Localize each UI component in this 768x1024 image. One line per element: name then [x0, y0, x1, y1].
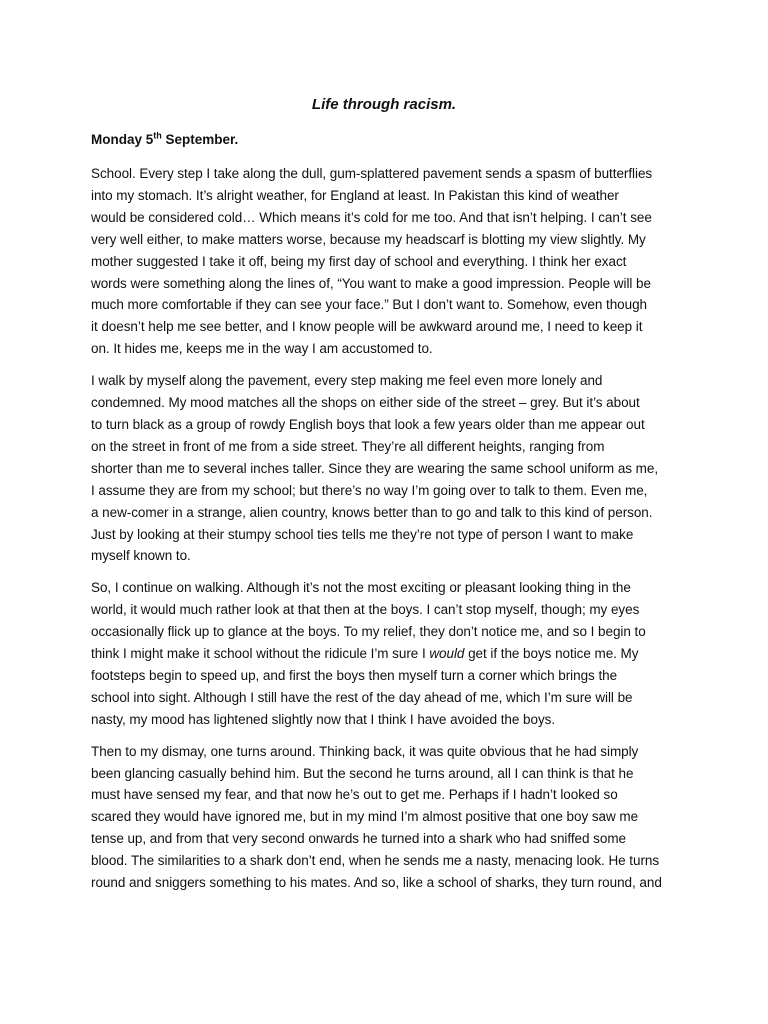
paragraph-line: much more comfortable if they can see your face.” But I don’t want to. Somehow, even though [91, 297, 648, 313]
paragraph-line: a new-comer in a strange, alien country, knows better than to go and talk to this kind of person. [91, 504, 653, 520]
document-title: Life through racism. [311, 96, 457, 113]
paragraph-line: it doesn’t help me see better, and I know people will be awkward around me, I need to keep it [91, 319, 643, 335]
paragraph-line: school into sight. Although I still have the rest of the day ahead of me, which I’m sure will be [91, 689, 633, 705]
paragraph-line: Just by looking at their stumpy school ties tells me they’re not type of person I want to make [91, 526, 634, 542]
paragraph [91, 741, 685, 894]
paragraph-line: I assume they are from my school; but there’s no way I’m going over to talk to them. Even me, [91, 482, 648, 498]
document-body [91, 129, 685, 904]
paragraph-line: been glancing casually behind him. But the second he turns around, all I can think is that he [91, 765, 634, 781]
entry-date-superscript: th [153, 130, 162, 141]
paragraph-line: world, it would much rather look at that then at the boys. I can’t stop myself, though; my eyes [91, 602, 640, 618]
line-text-after: get if the boys notice me. My [464, 646, 639, 662]
paragraph-line: to turn black as a group of rowdy English boys that look a few years older than me appear out [91, 416, 645, 432]
paragraph-line: very well either, to make matters worse, because my headscarf is blotting my view slightly. My [91, 231, 646, 247]
paragraph-line: shorter than me to several inches taller. Since they are wearing the same school uniform as me, [91, 460, 659, 476]
paragraph-line: occasionally flick up to glance at the boys. To my relief, they don’t notice me, and so I begin to [91, 624, 646, 640]
paragraph-line: would be considered cold… Which means it’s cold for me too. And that isn’t helping. I can’t see [91, 209, 652, 225]
paragraph-line: Then to my dismay, one turns around. Thinking back, it was quite obvious that he had simply [91, 743, 639, 759]
emphasized-word: would [429, 646, 465, 662]
paragraph-line: nasty, my mood has lightened slightly now that I think I have avoided the boys. [91, 711, 556, 727]
paragraph-line: into my stomach. It’s alright weather, for England at least. In Pakistan this kind of weather [91, 187, 619, 203]
paragraph-line: footsteps begin to speed up, and first the boys then myself turn a corner which brings the [91, 667, 618, 683]
paragraph-line: So, I continue on walking. Although it’s not the most exciting or pleasant looking thing in the [91, 580, 631, 596]
paragraph [91, 370, 685, 567]
paragraph-line: School. Every step I take along the dull, gum-splattered pavement sends a spasm of butterflies [91, 166, 653, 181]
paragraph-list [91, 163, 685, 894]
paragraph-line: words were something along the lines of, “You want to make a good impression. People will be [91, 275, 651, 291]
paragraph [91, 577, 685, 730]
entry-date-prefix: Monday 5 [91, 132, 154, 147]
entry-date [91, 129, 685, 151]
paragraph-line: blood. The similarities to a shark don’t end, when he sends me a nasty, menacing look. He turns [91, 853, 660, 869]
paragraph-line: myself known to. [91, 548, 191, 564]
paragraph-line: tense up, and from that very second onwards he turned into a shark who had sniffed some [91, 831, 626, 847]
paragraph-line: must have sensed my fear, and that now he’s out to get me. Perhaps if I hadn’t looked so [91, 787, 618, 803]
paragraph [91, 163, 685, 360]
paragraph-line: I walk by myself along the pavement, every step making me feel even more lonely and [91, 373, 603, 389]
paragraph-line: on. It hides me, keeps me in the way I am accustomed to. [91, 341, 433, 357]
entry-date-suffix: September. [161, 132, 239, 147]
paragraph-line: scared they would have ignored me, but in my mind I’m almost positive that one boy saw me [91, 809, 639, 825]
paragraph-line: on the street in front of me from a side street. They’re all different heights, ranging from [91, 438, 605, 454]
paragraph-line: mother suggested I take it off, being my first day of school and everything. I think her exact [91, 253, 627, 269]
paragraph-line [91, 643, 685, 665]
line-text-before: think I might make it school without the ridicule I’m sure I [91, 646, 430, 662]
paragraph-line: condemned. My mood matches all the shops on either side of the street – grey. But it’s about [91, 395, 640, 411]
paragraph-line: round and sniggers something to his mates. And so, like a school of sharks, they turn round, and [91, 875, 662, 891]
